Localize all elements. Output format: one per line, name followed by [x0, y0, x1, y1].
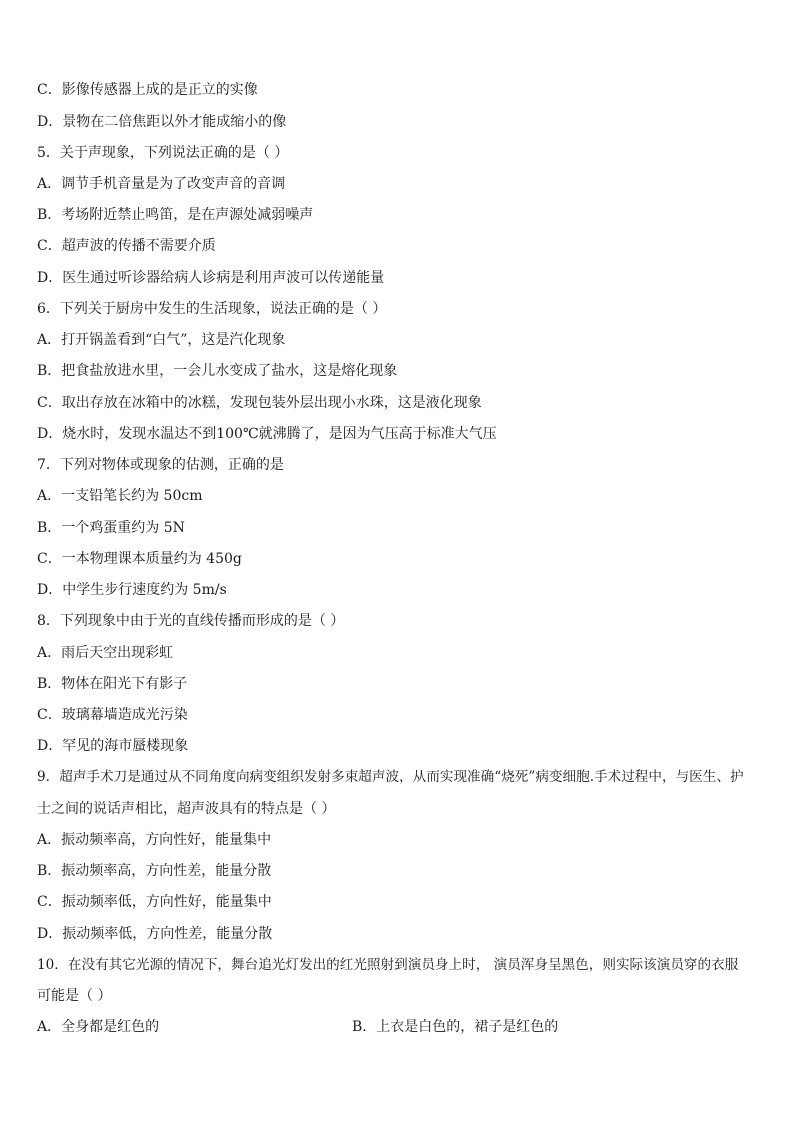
q9-option-d: D．振动频率低，方向性差，能量分散: [37, 926, 273, 942]
q10-stem-line2: 可能是（ ）: [37, 988, 112, 1004]
q10-option-a: A．全身都是红色的: [37, 1019, 160, 1035]
q10-stem-line1: 10．在没有其它光源的情况下，舞台追光灯发出的红光照射到演员身上时， 演员浑身呈黑色，则实际该演员穿的衣服: [37, 957, 739, 973]
q6-option-b: B．把食盐放进水里，一会儿水变成了盐水，这是熔化现象: [37, 363, 398, 379]
q5-option-c: C．超声波的传播不需要介质: [37, 238, 216, 254]
q7-option-c: C．一本物理课本质量约为 450g: [37, 551, 242, 567]
q7-option-a: A．一支铅笔长约为 50cm: [37, 488, 203, 504]
q6-option-d: D．烧水时，发现水温达不到100℃就沸腾了，是因为气压高于标准大气压: [37, 426, 497, 442]
q7-option-d: D．中学生步行速度约为 5m/s: [37, 582, 227, 598]
q8-option-d: D．罕见的海市蜃楼现象: [37, 738, 189, 754]
q5-option-d: D．医生通过听诊器给病人诊病是利用声波可以传递能量: [37, 270, 385, 286]
q5-option-b: B．考场附近禁止鸣笛，是在声源处减弱噪声: [37, 207, 314, 223]
q8-option-a: A．雨后天空出现彩虹: [37, 645, 174, 661]
q9-stem-line1: 9．超声手术刀是通过从不同角度向病变组织发射多束超声波，从而实现准确“烧死”病变细胞.手术过程中，与医生、护: [37, 769, 744, 785]
q5-option-a: A．调节手机音量是为了改变声音的音调: [37, 176, 286, 192]
q10-options-row: [37, 1017, 754, 1037]
q4-option-d: D．景物在二倍焦距以外才能成缩小的像: [37, 114, 287, 130]
q6-option-c: C．取出存放在冰箱中的冰糕，发现包装外层出现小水珠，这是液化现象: [37, 395, 482, 411]
q6-option-a: A．打开锅盖看到“白气”，这是汽化现象: [37, 332, 286, 348]
q9-option-b: B．振动频率高，方向性差，能量分散: [37, 863, 272, 879]
q8-option-c: C．玻璃幕墙造成光污染: [37, 707, 188, 723]
q9-option-a: A．振动频率高，方向性好，能量集中: [37, 832, 272, 848]
q9-option-c: C．振动频率低，方向性好，能量集中: [37, 894, 272, 910]
q9-stem-line2: 士之间的说话声相比，超声波具有的特点是（ ）: [37, 801, 336, 817]
q5-stem: 5．关于声现象，下列说法正确的是（ ）: [37, 145, 289, 161]
q10-option-b: B．上衣是白色的，裙子是红色的: [352, 1019, 559, 1035]
q8-stem: 8．下列现象中由于光的直线传播而形成的是（ ）: [37, 613, 345, 629]
q7-option-b: B．一个鸡蛋重约为 5N: [37, 520, 185, 536]
q6-stem: 6．下列关于厨房中发生的生活现象，说法正确的是（ ）: [37, 301, 387, 317]
q7-stem: 7．下列对物体或现象的估测，正确的是: [37, 457, 284, 473]
q4-option-c: C．影像传感器上成的是正立的实像: [37, 82, 258, 98]
q8-option-b: B．物体在阳光下有影子: [37, 676, 188, 692]
